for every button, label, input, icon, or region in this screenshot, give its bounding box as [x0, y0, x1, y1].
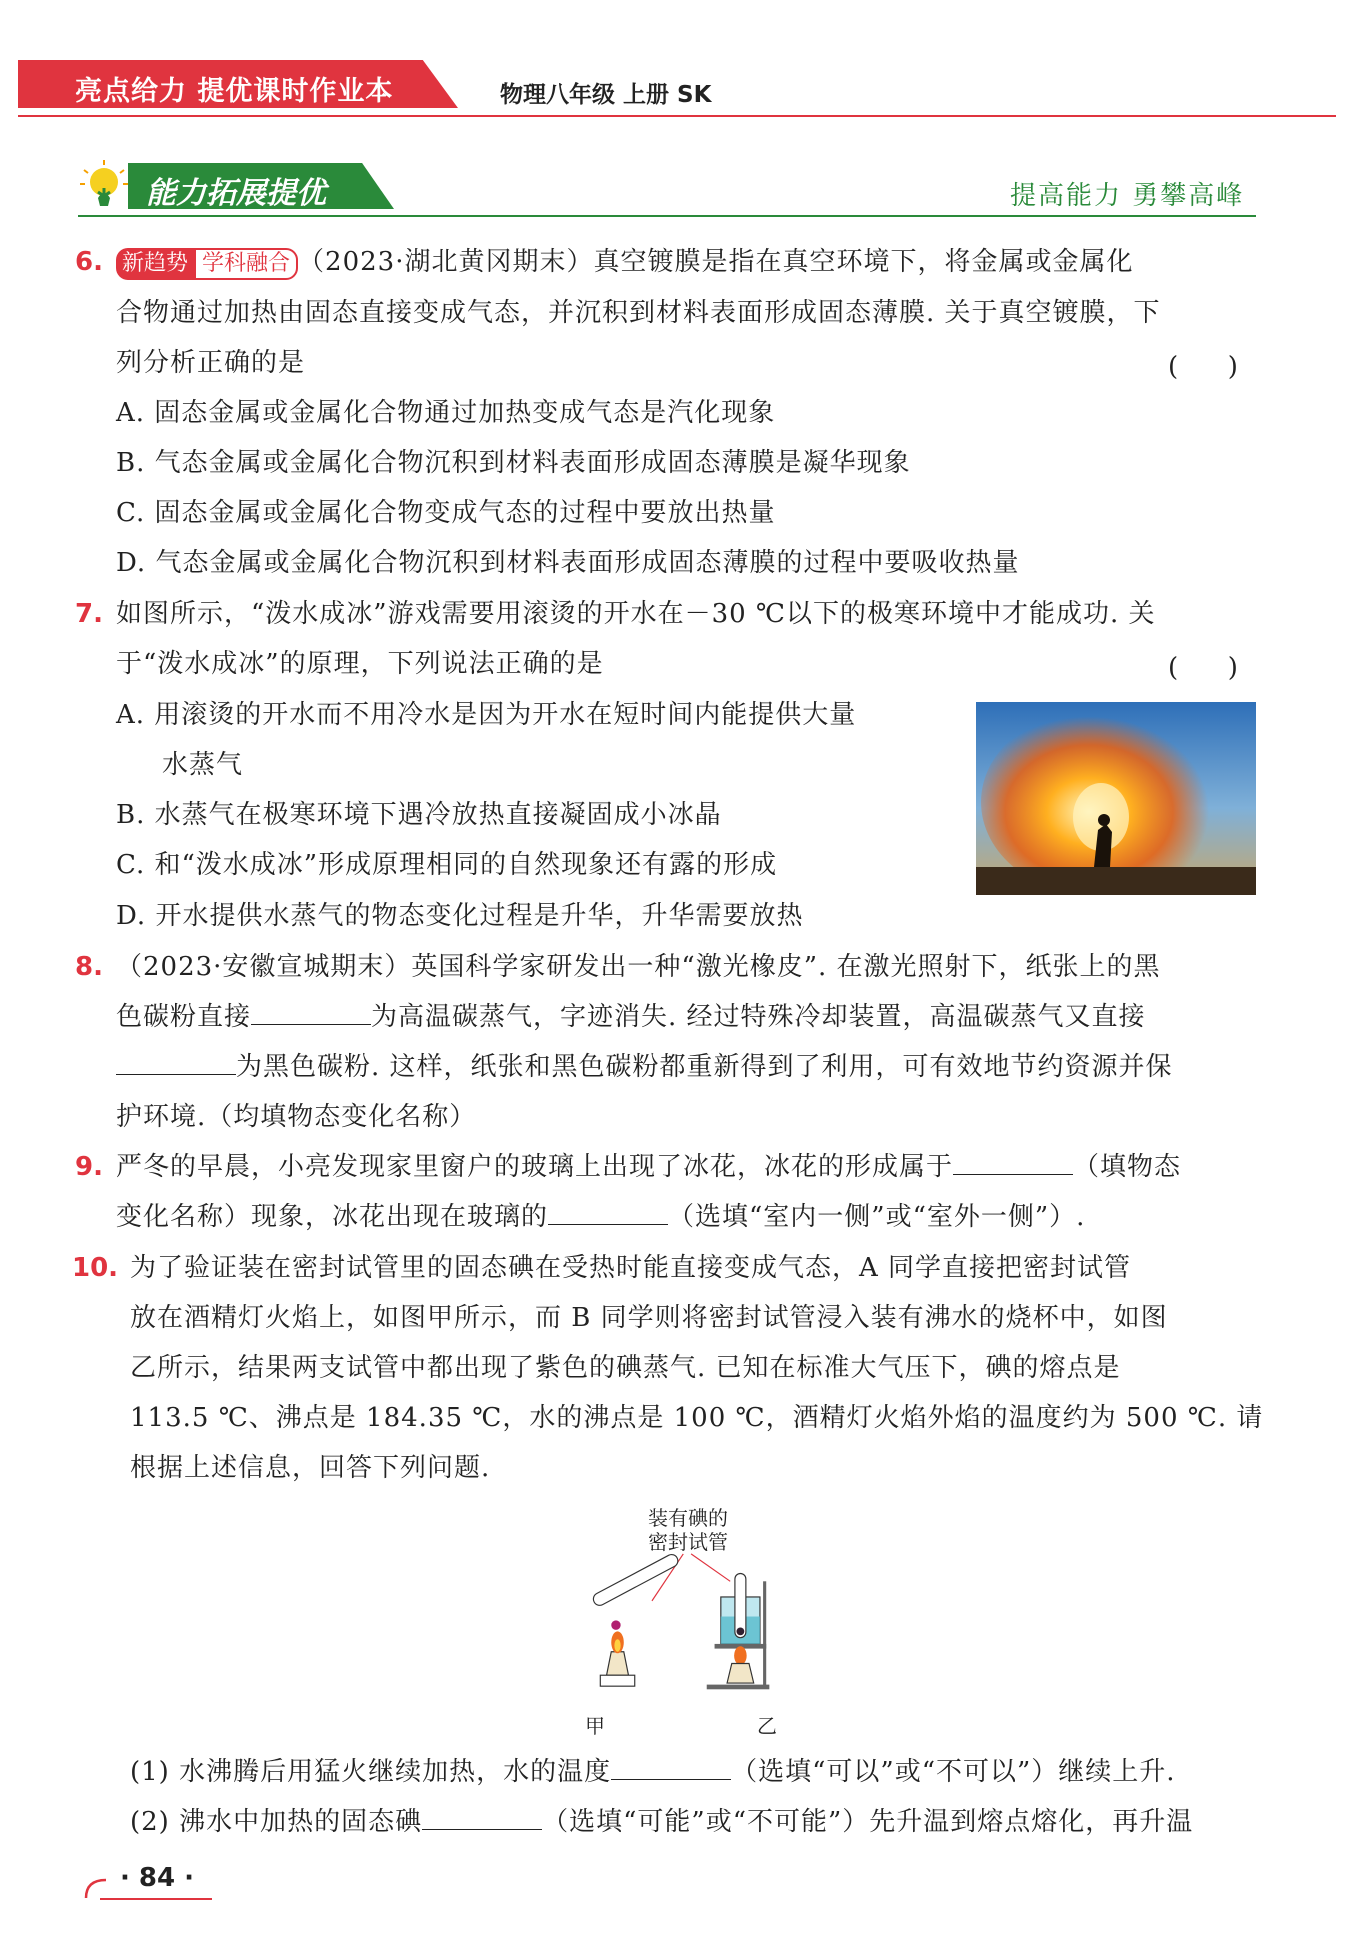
option-a: A. 固态金属或金属化合物通过加热变成气态是汽化现象	[116, 398, 776, 428]
question-text: (2) 沸水中加热的固态碘	[130, 1807, 423, 1837]
section-title: 能力拓展提优	[146, 176, 326, 211]
option-a-cont: 水蒸气	[162, 750, 244, 780]
curve-ornament-icon	[82, 1878, 108, 1900]
question-text: 护环境.（均填物态变化名称）	[116, 1102, 477, 1132]
answer-blank[interactable]	[422, 1807, 542, 1830]
question-number: 9.	[75, 1152, 103, 1182]
option-b: B. 水蒸气在极寒环境下遇冷放热直接凝固成小冰晶	[116, 800, 722, 830]
answer-blank[interactable]	[611, 1757, 731, 1780]
question-text: 为黑色碳粉. 这样，纸张和黑色碳粉都重新得到了利用，可有效地节约资源并保	[236, 1052, 1173, 1082]
question-text: 于“泼水成冰”的原理，下列说法正确的是	[116, 649, 604, 679]
question-text: （选填“可以”或“不可以”）继续上升.	[731, 1757, 1176, 1787]
header-rule	[18, 115, 1336, 117]
question-text: 为了验证装在密封试管里的固态碘在受热时能直接变成气态，A 同学直接把密封试管	[130, 1253, 1132, 1283]
question-line	[116, 1150, 1181, 1184]
tag-new-trend: 新趋势	[116, 248, 194, 280]
answer-blank[interactable]	[548, 1202, 668, 1225]
footer-rule	[100, 1898, 212, 1900]
question-line	[116, 1000, 1146, 1034]
question-text: 色碳粉直接	[116, 1002, 252, 1032]
option-c: C. 固态金属或金属化合物变成气态的过程中要放出热量	[116, 498, 776, 528]
question-text: 严冬的早晨，小亮发现家里窗户的玻璃上出现了冰花，冰花的形成属于	[116, 1152, 954, 1182]
question-text: （填物态	[1073, 1152, 1182, 1182]
question-text: （2023·湖北黄冈期末）真空镀膜是指在真空环境下，将金属或金属化	[298, 247, 1134, 277]
section-slogan: 提高能力 勇攀高峰	[1010, 181, 1245, 211]
sub-question-2	[130, 1805, 1193, 1839]
question-line	[116, 1200, 1085, 1234]
diagram-label: 装有碘的	[648, 1506, 728, 1530]
question-line	[116, 245, 1133, 280]
setup-jia	[591, 1552, 680, 1686]
question-number: 6.	[75, 247, 103, 277]
question-line	[116, 1050, 1173, 1084]
question-text: 为高温碳蒸气，字迹消失. 经过特殊冷却装置，高温碳蒸气又直接	[371, 1002, 1146, 1032]
answer-paren: ( )	[1168, 653, 1238, 683]
question-text: 列分析正确的是	[116, 348, 306, 378]
question-text: （选填“室内一侧”或“室外一侧”）.	[668, 1202, 1086, 1232]
option-d: D. 气态金属或金属化合物沉积到材料表面形成固态薄膜的过程中要吸收热量	[116, 548, 1020, 578]
question-number: 7.	[75, 599, 103, 629]
option-c: C. 和“泼水成冰”形成原理相同的自然现象还有露的形成	[116, 850, 778, 880]
question-text: 根据上述信息，回答下列问题.	[130, 1453, 491, 1483]
header-subject: 物理八年级 上册 SK	[500, 82, 712, 108]
answer-blank[interactable]	[116, 1052, 236, 1075]
question-text: （选填“可能”或“不可能”）先升温到熔点熔化，再升温	[542, 1807, 1194, 1837]
question-text: 合物通过加热由固态直接变成气态，并沉积到材料表面形成固态薄膜. 关于真空镀膜，下	[116, 298, 1161, 328]
tag-subject-fusion: 学科融合	[194, 248, 298, 280]
water-to-ice-photo	[976, 702, 1256, 895]
question-text: (1) 水沸腾后用猛火继续加热，水的温度	[130, 1757, 612, 1787]
answer-blank[interactable]	[251, 1002, 371, 1025]
bulb-icon	[78, 158, 130, 210]
question-number: 10.	[72, 1253, 119, 1283]
page-number: · 84 ·	[120, 1863, 195, 1893]
question-text: 放在酒精灯火焰上，如图甲所示，而 B 同学则将密封试管浸入装有沸水的烧杯中，如图	[130, 1303, 1168, 1333]
setup-yi	[707, 1573, 770, 1689]
diagram-label-jia: 甲	[585, 1714, 605, 1738]
answer-paren: ( )	[1168, 352, 1238, 382]
iodine-heating-diagram	[560, 1550, 830, 1730]
option-b: B. 气态金属或金属化合物沉积到材料表面形成固态薄膜是凝华现象	[116, 448, 911, 478]
option-a: A. 用滚烫的开水而不用冷水是因为开水在短时间内能提供大量	[116, 700, 857, 730]
question-text: 变化名称）现象，冰花出现在玻璃的	[116, 1202, 549, 1232]
question-text: 乙所示，结果两支试管中都出现了紫色的碘蒸气. 已知在标准大气压下，碘的熔点是	[130, 1353, 1121, 1383]
diagram-label: 密封试管	[648, 1530, 728, 1554]
question-text: 如图所示，“泼水成冰”游戏需要用滚烫的开水在－30 ℃以下的极寒环境中才能成功. 关	[116, 599, 1156, 629]
header-brand: 亮点给力 提优课时作业本	[75, 76, 394, 107]
sub-question-1	[130, 1755, 1176, 1789]
answer-blank[interactable]	[953, 1152, 1073, 1175]
option-d: D. 开水提供水蒸气的物态变化过程是升华，升华需要放热	[116, 901, 804, 931]
question-text: （2023·安徽宣城期末）英国科学家研发出一种“激光橡皮”. 在激光照射下，纸张上的黑	[116, 952, 1161, 982]
question-text: 113.5 ℃、沸点是 184.35 ℃，水的沸点是 100 ℃，酒精灯火焰外焰的温度约为 500 ℃. 请	[130, 1403, 1264, 1433]
diagram-label-yi: 乙	[757, 1714, 777, 1738]
question-number: 8.	[75, 952, 103, 982]
section-rule	[78, 215, 1256, 217]
